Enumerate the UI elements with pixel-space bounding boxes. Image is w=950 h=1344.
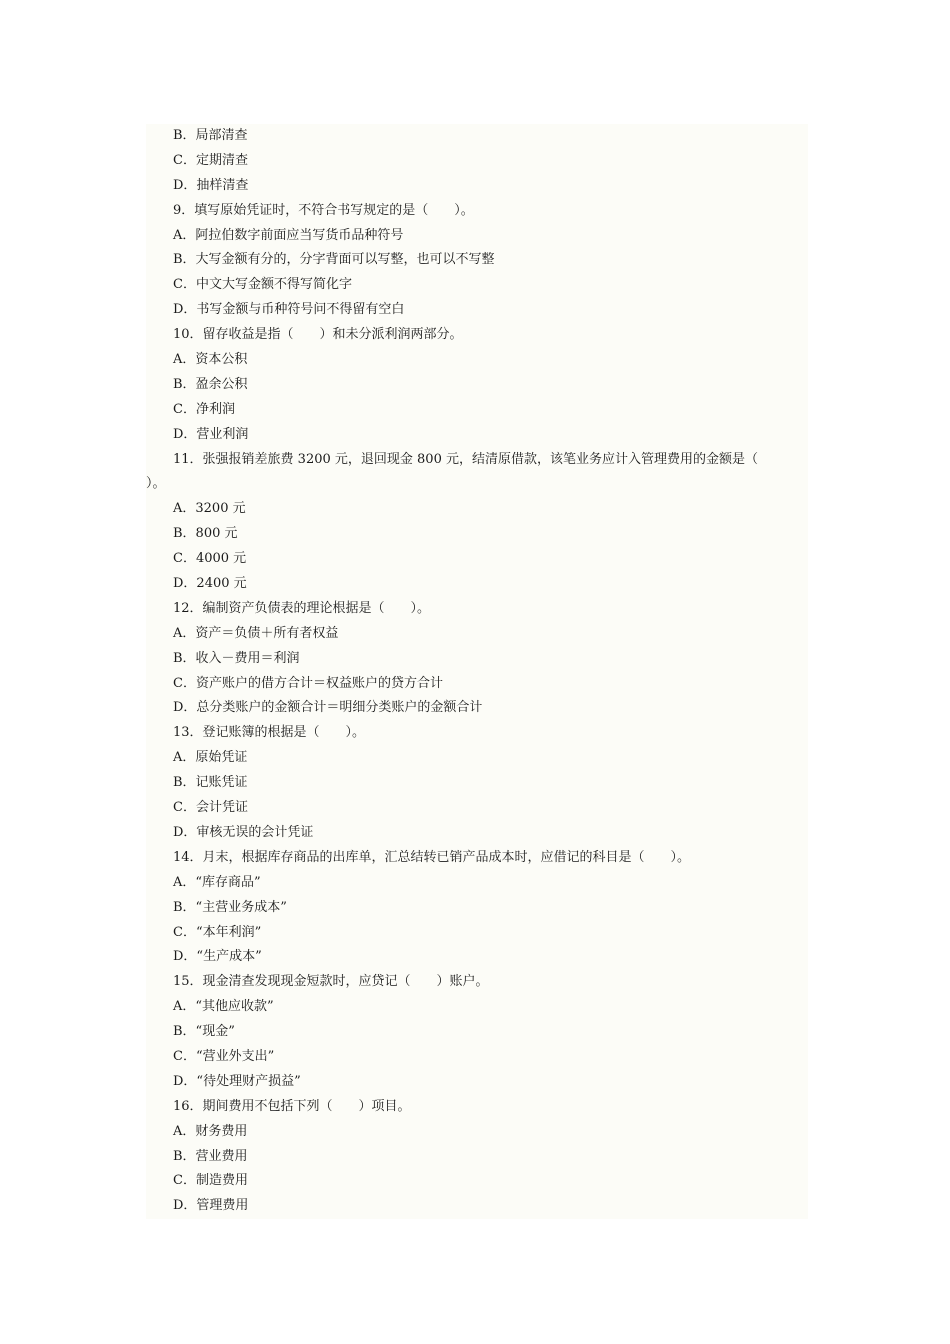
answer-option: D．2400 元: [173, 576, 247, 592]
answer-option: A．“库存商品”: [173, 874, 261, 890]
answer-option: D．总分类账户的金额合计＝明细分类账户的金额合计: [173, 700, 483, 716]
answer-option: A．“其他应收款”: [173, 999, 274, 1015]
question-text: 14．月末，根据库存商品的出库单，汇总结转已销产品成本时，应借记的科目是（ ）。: [173, 849, 691, 865]
question-text: 11．张强报销差旅费 3200 元，退回现金 800 元，结清原借款，该笔业务应计入管理费用的金额是（: [173, 451, 758, 467]
answer-option: A．资产＝负债＋所有者权益: [173, 625, 339, 641]
answer-option: B．记账凭证: [173, 775, 248, 791]
answer-option: C．中文大写金额不得写简化字: [173, 277, 352, 293]
answer-option: B．局部清查: [173, 128, 248, 143]
answer-option: C．制造费用: [173, 1173, 248, 1189]
answer-option: A．3200 元: [173, 501, 246, 517]
answer-option: B．“现金”: [173, 1024, 235, 1040]
answer-option: D．书写金额与币种符号问不得留有空白: [173, 302, 405, 318]
answer-option: B．800 元: [173, 526, 238, 542]
question-text: 13．登记账簿的根据是（ ）。: [173, 725, 366, 741]
answer-option: B．盈余公积: [173, 376, 248, 392]
question-text: 10．留存收益是指（ ）和未分派利润两部分。: [173, 327, 463, 343]
answer-option: A．资本公积: [173, 352, 248, 368]
question-text: 12．编制资产负债表的理论根据是（ ）。: [173, 600, 431, 616]
answer-option: C．4000 元: [173, 551, 247, 567]
answer-option: B．大写金额有分的，分字背面可以写整，也可以不写整: [173, 252, 495, 268]
exam-page-content: [146, 124, 808, 1219]
answer-option: A．原始凭证: [173, 750, 248, 766]
answer-option: C．净利润: [173, 401, 235, 417]
question-text: 15．现金清查发现现金短款时，应贷记（ ）账户。: [173, 974, 489, 990]
answer-option: B．营业费用: [173, 1148, 248, 1164]
answer-option: D．营业利润: [173, 426, 249, 442]
question-text: 9．填写原始凭证时，不符合书写规定的是（ ）。: [173, 202, 474, 218]
answer-option: B．收入－费用＝利润: [173, 650, 300, 666]
answer-option: C．资产账户的借方合计＝权益账户的贷方合计: [173, 675, 443, 691]
question-text: 16．期间费用不包括下列（ ）项目。: [173, 1098, 411, 1114]
answer-option: C．“本年利润”: [173, 924, 262, 940]
answer-option: C．会计凭证: [173, 800, 248, 816]
answer-option: C．“营业外支出”: [173, 1048, 275, 1064]
answer-option: A．阿拉伯数字前面应当写货币品种符号: [173, 227, 404, 243]
answer-option: C．定期清查: [173, 152, 248, 168]
answer-option: D．审核无误的会计凭证: [173, 824, 314, 840]
answer-option: D．“待处理财产损益”: [173, 1073, 301, 1089]
question-text-continuation: ）。: [146, 476, 166, 492]
answer-option: D．“生产成本”: [173, 949, 262, 965]
answer-option: D．抽样清查: [173, 177, 249, 193]
answer-option: A．财务费用: [173, 1123, 248, 1139]
answer-option: D．管理费用: [173, 1198, 249, 1214]
answer-option: B．“主营业务成本”: [173, 899, 287, 915]
